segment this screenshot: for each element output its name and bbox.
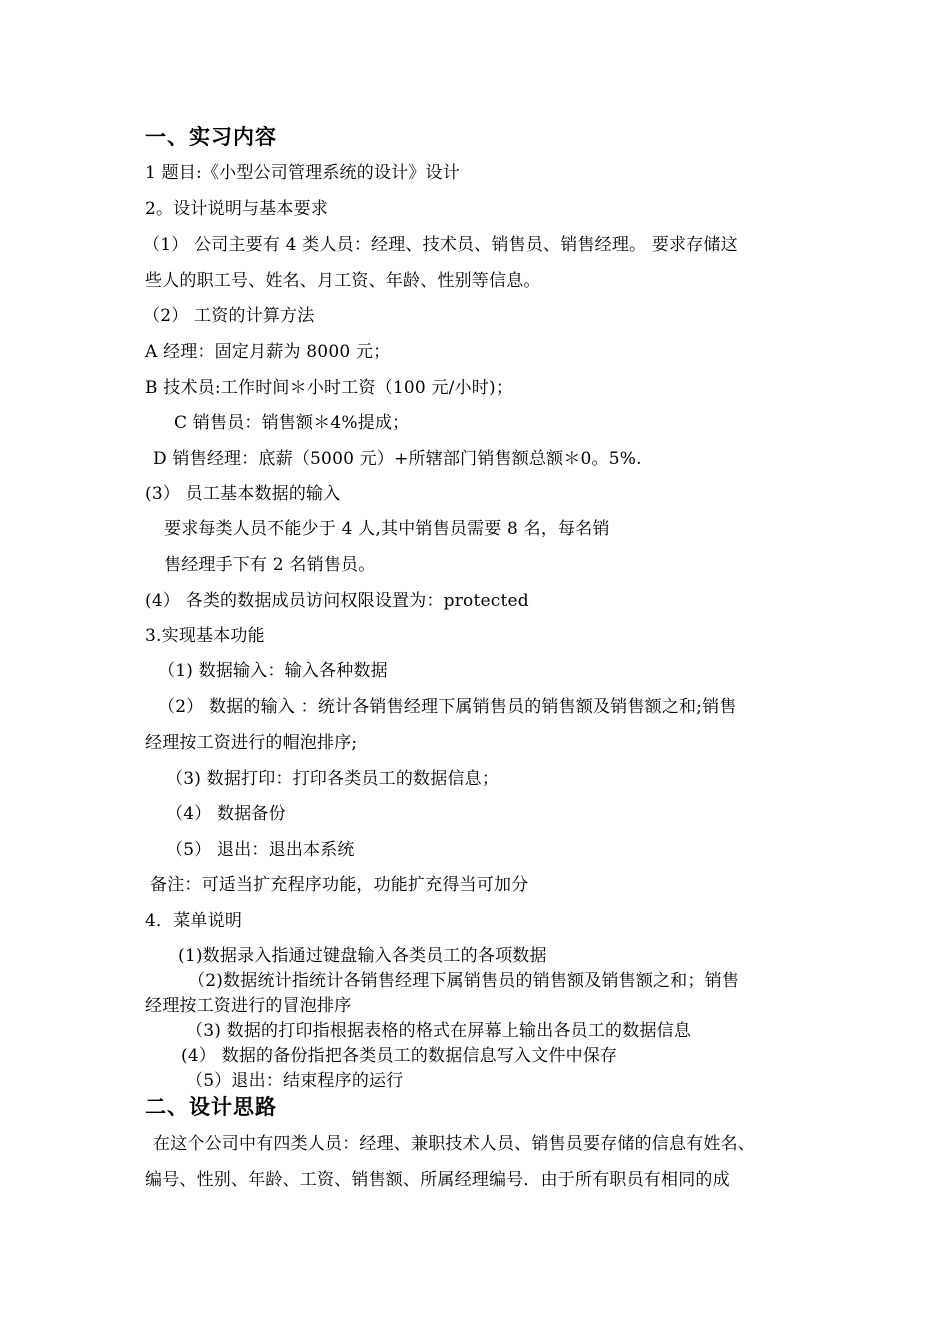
text-line: B 技术员:工作时间＊小时工资（100 元/小时)； <box>145 378 514 398</box>
text-line: (4） 数据的备份指把各类员工的数据信息写入文件中保存 <box>181 1046 618 1066</box>
text-line: （5） 退出：退出本系统 <box>166 840 355 860</box>
text-line: （1） 公司主要有 4 类人员：经理、技术员、销售员、销售经理。 要求存储这 <box>143 235 738 255</box>
text-line: 备注：可适当扩充程序功能，功能扩充得当可加分 <box>150 875 529 895</box>
text-line: （2） 数据的输入 ：统计各销售经理下属销售员的销售额及销售额之和;销售 <box>158 697 737 717</box>
text-line: (3） 员工基本数据的输入 <box>145 484 341 504</box>
text-line: 经理按工资进行的冒泡排序 <box>145 996 352 1016</box>
text-line: 些人的职工号、姓名、月工资、年龄、性别等信息。 <box>145 271 541 291</box>
text-line: D 销售经理：底薪（5000 元）+所辖部门销售额总额＊0。5%. <box>153 449 642 469</box>
text-line: 4．菜单说明 <box>145 911 243 931</box>
text-line: （2） 工资的计算方法 <box>143 306 315 326</box>
section-heading-internship-content: 一、实习内容 <box>145 125 277 149</box>
text-line: （3) 数据的打印指根据表格的格式在屏幕上输出各员工的数据信息 <box>186 1021 692 1041</box>
text-line: 经理按工资进行的帽泡排序; <box>145 733 358 753</box>
text-line: 售经理手下有 2 名销售员。 <box>164 555 376 575</box>
text-line: A 经理：固定月薪为 8000 元； <box>145 342 391 362</box>
text-line: （3) 数据打印：打印各类员工的数据信息； <box>166 769 500 789</box>
text-line: 2。设计说明与基本要求 <box>145 199 329 219</box>
text-line: 要求每类人员不能少于 4 人,其中销售员需要 8 名，每名销 <box>164 519 610 539</box>
text-line: （5）退出：结束程序的运行 <box>186 1071 404 1091</box>
text-line: (1)数据录入指通过键盘输入各类员工的各项数据 <box>178 946 547 966</box>
text-line: 在这个公司中有四类人员：经理、兼职技术人员、销售员要存储的信息有姓名、 <box>153 1134 755 1154</box>
text-line: 3.实现基本功能 <box>145 626 265 646</box>
text-line: C 销售员：销售额＊4%提成； <box>174 413 410 433</box>
text-line: (4） 各类的数据成员访问权限设置为：protected <box>145 591 529 611</box>
text-line: 1 题目:《小型公司管理系统的设计》设计 <box>145 163 460 183</box>
text-line: 编号、性别、年龄、工资、销售额、所属经理编号．由于所有职员有相同的成 <box>145 1170 730 1190</box>
text-line: （2)数据统计指统计各销售经理下属销售员的销售额及销售额之和；销售 <box>188 971 740 991</box>
text-line: （4） 数据备份 <box>166 804 286 824</box>
text-line: （1) 数据输入：输入各种数据 <box>158 661 388 681</box>
section-heading-design-ideas: 二、设计思路 <box>145 1095 277 1119</box>
